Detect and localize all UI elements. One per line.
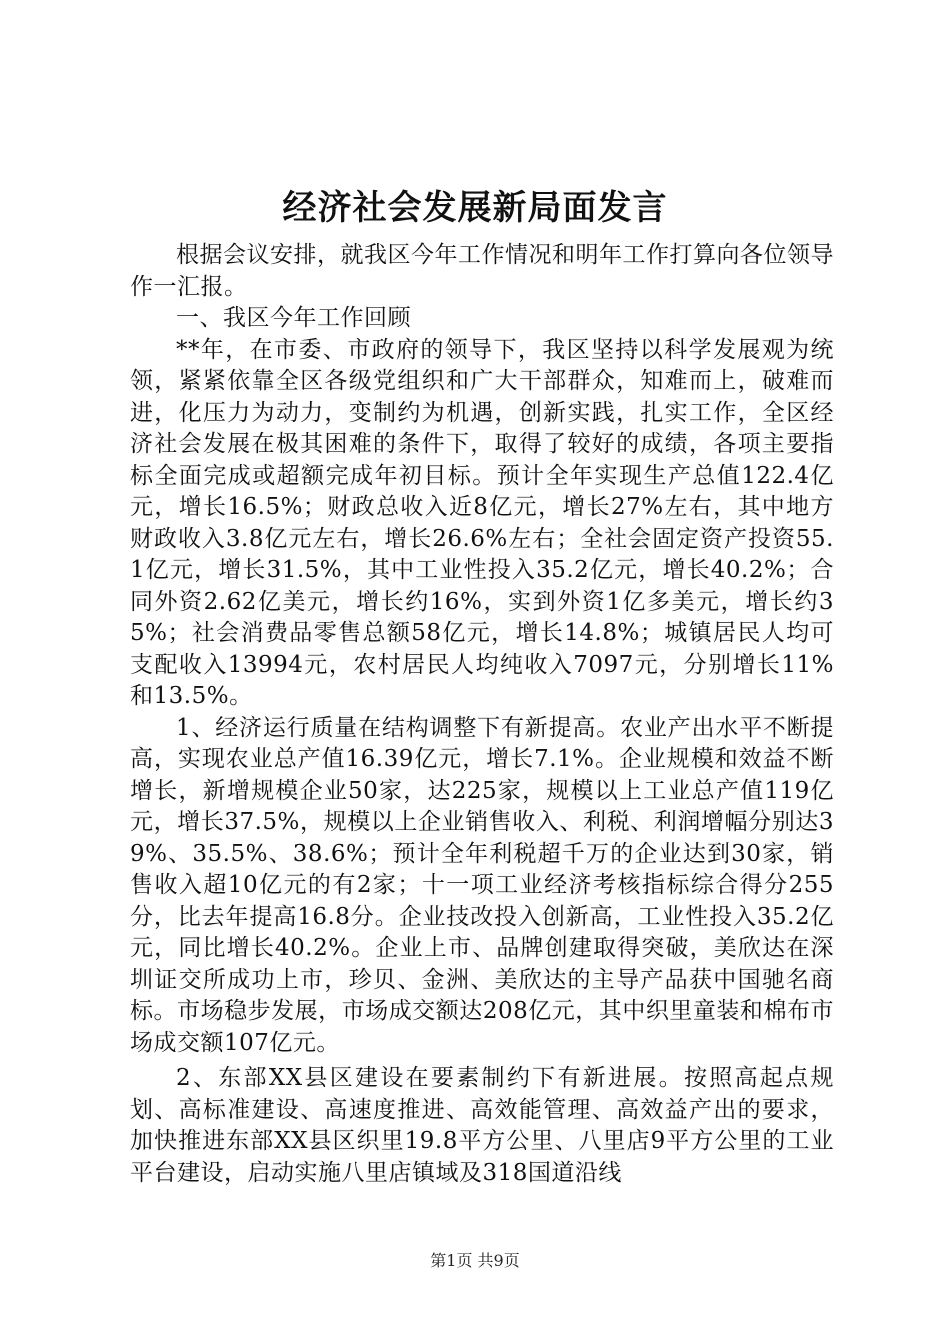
document-title: 经济社会发展新局面发言: [282, 188, 668, 228]
east-district-paragraph: 2、东部XX县区建设在要素制约下有新进展。按照高起点规划、高标准建设、高速度推进、高效能管理、高效益产出的要求，加快推进东部XX县区织里19.8平方公里、八里店9平方公里的工业平台建设，启动实施八里店镇域及318国道沿线: [130, 1065, 834, 1186]
intro-paragraph: 根据会议安排，就我区今年工作情况和明年工作打算向各位领导作一汇报。: [130, 242, 834, 300]
document-body: [130, 240, 834, 1189]
page-number: 第1页 共9页: [430, 1251, 520, 1270]
summary-paragraph: **年，在市委、市政府的领导下，我区坚持以科学发展观为统领，紧紧依靠全区各级党组织和广大干部群众，知难而上，破难而进，化压力为动力，变制约为机遇，创新实践，扎实工作，全区经济社会发展在极其困难的条件下，取得了较好的成绩，各项主要指标全面完成或超额完成年初目标。预计全年实现生产总值122.4亿元，增长16.5%；财政总收入近8亿元，增长27%左右，其中地方财政收入3.8亿元左右，增长26.6%左右；全社会固定资产投资55.1亿元，增长31.5%，其中工业性投入35.2亿元，增长40.2%；合同外资2.62亿美元，增长约16%，实到外资1亿多美元，增长约35%；社会消费品零售总额58亿元，增长14.8%；城镇居民人均可支配收入13994元，农村居民人均纯收入7097元，分别增长11%和13.5%。: [130, 336, 834, 709]
section-heading: 一、我区今年工作回顾: [176, 305, 411, 331]
economy-paragraph: 1、经济运行质量在结构调整下有新提高。农业产出水平不断提高，实现农业总产值16.39亿元，增长7.1%。企业规模和效益不断增长，新增规模企业50家，达225家，规模以上工业总产值119亿元，增长37.5%，规模以上企业销售收入、利税、利润增幅分别达39%、35.5%、38.6%；预计全年利税超千万的企业达到30家，销售收入超10亿元的有2家；十一项工业经济考核指标综合得分255分，比去年提高16.8分。企业技改投入创新高，工业性投入35.2亿元，同比增长40.2%。企业上市、品牌创建取得突破，美欣达在深圳证交所成功上市，珍贝、金洲、美欣达的主导产品获中国驰名商标。市场稳步发展，市场成交额达208亿元，其中织里童装和棉布市场成交额107亿元。: [130, 714, 834, 1056]
